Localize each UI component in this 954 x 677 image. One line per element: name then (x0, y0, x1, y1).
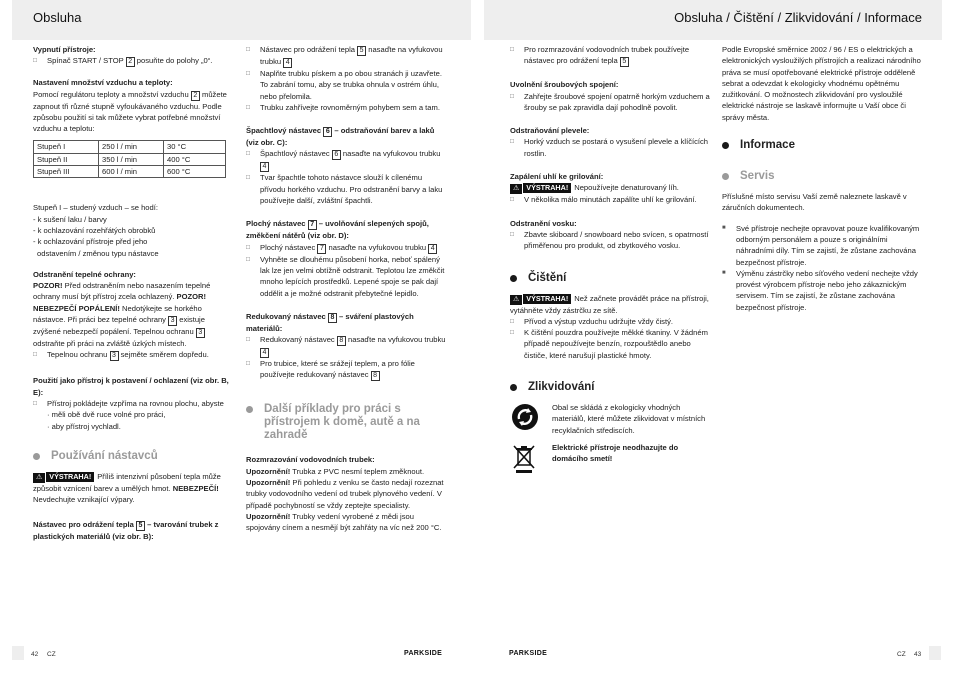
wax-heading: Odstranění vosku: (510, 218, 577, 228)
airflow-table (33, 140, 226, 178)
section-title-service: Servis (722, 170, 922, 183)
cleaning-warning: ⚠ VÝSTRAHA! Než začnete provádět práce na přístroji, vytáhněte vždy zástrčku ze sítě. (510, 293, 709, 315)
spatula-heading: Špachtlový nástavec 6 – odstraňování barev a laků (viz obr. C): (246, 126, 435, 148)
stand-heading: Použití jako přístroj k postavení / ochlazení (viz obr. B, E): (33, 376, 229, 397)
section-title-nozzles: Používání nástavců (33, 450, 233, 463)
reduced-heading: Redukovaný nástavec 8 – sváření plastových materiálů: (246, 311, 414, 333)
table-row: Stupeň II 350 l / min 400 °C (34, 153, 226, 165)
flat-step-1: □ Plochý nástavec 7 nasaďte na vyfukovou trubku 4 (246, 242, 446, 254)
grill-step: □ V několika málo minutách zapálíte uhlí ke grilování. (510, 194, 710, 205)
reflector-step-3: □ Trubku zahřívejte rovnoměrným pohybem sem a tam. (246, 102, 446, 113)
disposal-electrical (510, 442, 710, 477)
wax-step: □ Zbavte skiboard / snowboard nebo svícen, s opatrností přiměřenou pro produkt, od zbytkového vosku. (510, 229, 710, 252)
reflector-step-2: □ Naplňte trubku pískem a po obou stranách ji uzavřete. To zabrání tomu, aby se trubka ohnula v ostrém úhlu, nebo přelomila. (246, 68, 446, 102)
left-page-title: Obsluha (33, 10, 82, 25)
spatula-step-1: □ Špachtlový nástavec 6 nasaďte na vyfukovou trubku 4 (246, 148, 446, 172)
grill-warning: ⚠ VÝSTRAHA! Nepoužívejte denaturovaný líh. (510, 182, 710, 194)
column-3 (510, 44, 710, 477)
nozzle-warning: ⚠ VÝSTRAHA! Příliš intenzivní působení tepla může způsobit vznícení barev a umělých hmot. NEBEZPEČÍ! Nevdechujte vznikající výpary. (33, 471, 221, 505)
stand-step: □ Přístroj pokládejte vzpříma na rovnou plochu, abyste (33, 398, 233, 409)
crossed-bin-icon (510, 442, 540, 477)
list-item: · měli obě dvě ruce volné pro práci, (47, 410, 166, 420)
table-row: Stupeň I 250 l / min 30 °C (34, 141, 226, 153)
reduced-step-1: □ Redukovaný nástavec 8 nasaďte na vyfukovou trubku 4 (246, 334, 446, 358)
left-brand-logo: PARKSIDE (404, 650, 443, 657)
column-4 (722, 44, 922, 313)
thaw-note-1: Upozornění! Trubka z PVC nesmí teplem změknout. (246, 466, 425, 476)
ref-box: 2 (126, 57, 135, 67)
thaw-step: □ Pro rozmrazování vodovodních trubek používejte nástavec pro odrážení tepla 5 (510, 44, 710, 67)
left-footer-box (12, 646, 24, 660)
reflector-step-1: □ Nástavec pro odrážení tepla 5 nasaďte na vyfukovou trubku 4 (246, 44, 446, 68)
heat-guard-text: POZOR! Před odstraněním nebo nasazením tepelné ochrany musí být přístroj zcela ochlazený. POZOR! NEBEZPEČÍ POPÁLENÍ! Nedotýkejte se horkého nástavce. Při práci bez tepelné ochrany 3 existuje zvýšené nebezpečí popálení. Tepelnou ochranu 3 odstraňte při práci na zvláště úzkých místech. (33, 281, 211, 349)
thaw-note-3: Upozornění! Trubky vedení vyrobené z mědi jsou spojovány cínem a nesmějí být zahřáty na víc než 200 °C. (246, 511, 442, 533)
cleaning-step-2: □ K čištění pouzdra používejte měkké tkaniny. V žádném případě nepoužívejte benzín, rozpouštědlo anebo čističe, které narušují plastické hmoty. (510, 327, 710, 361)
section-title-cleaning: Čištění (510, 272, 710, 285)
screw-heading: Uvolnění šroubových spojení: (510, 80, 619, 90)
heat-guard-step: □ Tepelnou ochranu 3 sejměte směrem dopředu. (33, 349, 233, 361)
section-title-disposal: Zlikvidování (510, 381, 710, 394)
weed-step: □ Horký vzduch se postará o vysušení plevele a klíčících rostlin. (510, 136, 710, 159)
ref-box: 2 (191, 91, 200, 101)
spatula-step-2: □ Tvar špachtle tohoto nástavce slouží k cílenému přívodu horkého vzduchu. Pro odstranění barvy a laku používejte další, zvláštní špachtli. (246, 172, 446, 206)
disposal-warning: Elektrické přístroje neodhazujte do domácího smetí! (552, 442, 679, 464)
flat-step-2: □ Vyhněte se dlouhému působení horka, neboť spálený lak lze jen velmi obtížně odstranit. Teplotou lze změkčit mnoho lepících prostředků. Lepené spoje se pak dají oddělit a je možné odstranit přebytečné lepidlo. (246, 254, 446, 299)
ref-box: 3 (110, 351, 119, 361)
service-note-2: ■ Výměnu zástrčky nebo síťového vedení nechejte vždy provést výrobcem přístroje nebo jeho zákaznickým servisem. Tím se zajistí, že zůstane zachována bezpečnost přístroje. (722, 268, 922, 313)
list-item: - k ochlazování přístroje před jeho (33, 237, 148, 247)
airflow-text: Pomocí regulátoru teploty a množství vzduchu 2 můžete zapnout tři různé stupně vyfoukávaného vzduchu. Podle způsobu použití si tak můžete vybrat potřebné množství vzduchu a teplotu: (33, 89, 227, 134)
stage-intro: Stupeň I – studený vzduch – se hodí: (33, 203, 158, 213)
switch-off-step: □ Spínač START / STOP 2 posuňte do polohy „0“. (33, 55, 233, 67)
service-note-1: ■ Své přístroje nechejte opravovat pouze kvalifikovaným odborným personálem a pouze s originálními náhradními díly. Tím se zajistí, že zůstane zachována bezpečnost přístroje. (722, 223, 922, 268)
list-item: odstavením / změnou typu nástavce (37, 248, 159, 258)
list-item: - k ochlazování rozehřátých obrobků (33, 225, 156, 235)
right-language: CZ (897, 651, 906, 658)
left-page-number: 42 (31, 651, 39, 658)
column-1 (33, 44, 233, 543)
ref-box: 3 (196, 328, 205, 338)
airflow-heading: Nastavení množství vzduchu a teploty: (33, 78, 173, 88)
weed-heading: Odstraňování plevele: (510, 126, 590, 136)
thaw-heading: Rozmrazování vodovodních trubek: (246, 455, 375, 465)
flat-heading: Plochý nástavec 7 – uvolňování slepených spojů, změkčení nátěrů (viz obr. D): (246, 219, 429, 241)
warning-label: VÝSTRAHA! (46, 472, 94, 482)
warning-triangle-icon: ⚠ (33, 473, 45, 483)
left-language: CZ (47, 651, 56, 658)
service-text: Příslušné místo servisu Vaší země naleznete laskavě v záručních dokumentech. (722, 192, 907, 213)
reduced-step-2: □ Pro trubice, které se srážejí teplem, a pro fólie používejte redukovaný nástavec 8 (246, 358, 446, 381)
right-footer-box (929, 646, 941, 660)
recycle-icon (510, 402, 540, 435)
column-2 (246, 44, 446, 534)
weee-text: Podle Evropské směrnice 2002 / 96 / ES o elektrických a elektronických vysloužilých přístrojích a realizaci národního práva se musí opotřebované elektrické přístroje odděleně sebrat a odevzdat k ekologicky vhodnému opětnému zužitkování. O možnostech zlikvidování pro vysloužilé elektrické nástroje se laskavě informujte u Vaší obce či správy města. (722, 45, 921, 122)
section-title-information: Informace (722, 139, 922, 152)
right-brand-logo: PARKSIDE (509, 650, 548, 657)
screw-step: □ Zahřejte šroubové spojení opatrně horkým vzduchem a šrouby se pak zpravidla dají pohodlně povolit. (510, 91, 710, 114)
warning-triangle-icon: ⚠ (510, 184, 522, 194)
disposal-packaging (510, 402, 710, 436)
list-item: · aby přístroj vychladl. (47, 421, 121, 431)
reflector-heading: Nástavec pro odrážení tepla 5 – tvarování trubek z plastických materiálů (viz obr. B): (33, 520, 219, 542)
switch-off-heading: Vypnutí přístroje: (33, 45, 96, 54)
cleaning-step-1: □ Přívod a výstup vzduchu udržujte vždy čistý. (510, 316, 710, 327)
right-page-number: 43 (914, 651, 922, 658)
right-page-title: Obsluha / Čištění / Zlikvidování / Informace (674, 10, 922, 25)
grill-heading: Zapálení uhlí ke grilování: (510, 172, 604, 182)
list-item: - k sušení laku / barvy (33, 214, 107, 224)
disposal-text: Obal se skládá z ekologicky vhodných materiálů, které můžete zlikvidovat v místních recyklačních střediscích. (552, 403, 706, 435)
table-row: Stupeň III 600 l / min 600 °C (34, 166, 226, 178)
heat-guard-heading: Odstranění tepelné ochrany: (33, 269, 136, 279)
thaw-note-2: Upozornění! Při pohledu z venku se často nedají rozeznat trubky vodovodního vedení od trubek plynového vedení. V případě pochybností se vždy zeptejte specialisty. (246, 478, 444, 510)
section-title-examples: Další příklady pro práci s přístrojem k domě, autě a na zahradě (246, 403, 434, 442)
warning-triangle-icon: ⚠ (510, 295, 522, 305)
ref-box: 3 (168, 316, 177, 326)
ref-box: 5 (136, 521, 145, 531)
